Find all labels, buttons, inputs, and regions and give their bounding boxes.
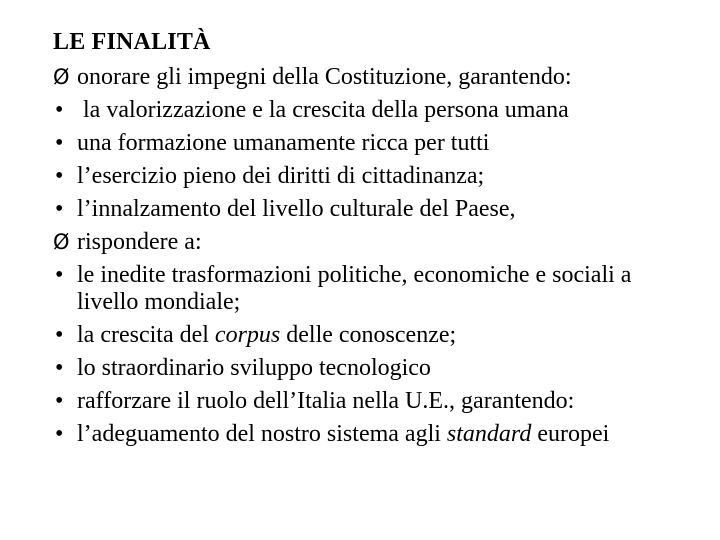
item-text: rafforzare il ruolo dell’Italia nella U.E., garantendo: — [77, 388, 575, 414]
bullet-icon: • — [55, 355, 64, 381]
item-text-emphasis: corpus — [214, 322, 281, 348]
item-text: rispondere a: — [77, 229, 202, 255]
bullet-icon: • — [55, 130, 64, 156]
bullet-icon: • — [55, 163, 64, 189]
item-text: lo straordinario sviluppo tecnologico — [77, 355, 431, 381]
list-item — [53, 259, 677, 319]
item-text: una formazione umanamente ricca per tutti — [77, 130, 490, 156]
list-item — [53, 94, 713, 127]
bullet-icon: • — [55, 388, 64, 414]
item-text: l’innalzamento del livello culturale del Paese, — [77, 196, 516, 222]
bullet-icon: • — [55, 262, 64, 288]
list-item — [53, 226, 713, 259]
item-text-after: delle conoscenze; — [280, 322, 457, 348]
arrow-bullet-icon: Ø — [53, 65, 70, 89]
item-text: le inedite trasformazioni politiche, economiche e sociali a livello mondiale; — [77, 262, 632, 315]
item-text-before: la crescita del — [77, 322, 215, 348]
list-item — [53, 127, 713, 160]
list-item — [53, 160, 713, 193]
page-title: LE FINALITÀ — [53, 29, 211, 55]
item-text-after: europei — [531, 421, 610, 447]
list-item — [53, 193, 713, 226]
arrow-bullet-icon: Ø — [53, 230, 70, 254]
item-text: l’esercizio pieno dei diritti di cittadinanza; — [77, 163, 485, 189]
content-list — [53, 61, 713, 451]
list-item — [53, 61, 713, 94]
bullet-icon: • — [55, 421, 64, 447]
list-item — [53, 319, 713, 352]
list-item — [53, 352, 713, 385]
list-item — [53, 418, 677, 451]
item-text: la valorizzazione e la crescita della persona umana — [77, 97, 569, 123]
item-text: onorare gli impegni della Costituzione, garantendo: — [77, 64, 572, 90]
item-text-before: l’adeguamento del nostro sistema agli — [77, 421, 447, 447]
bullet-icon: • — [55, 196, 64, 222]
list-item — [53, 385, 713, 418]
item-text-emphasis: standard — [446, 421, 532, 447]
bullet-icon: • — [55, 97, 64, 123]
bullet-icon: • — [55, 322, 64, 348]
